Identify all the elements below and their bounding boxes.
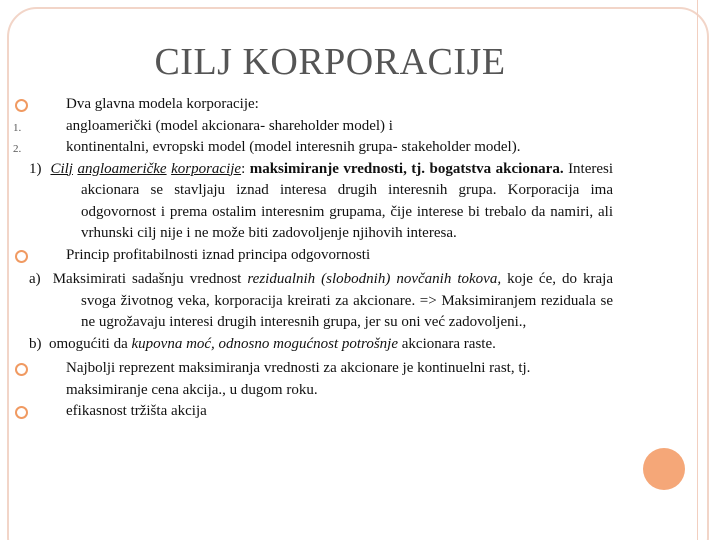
item-a: a) Maksimirati sadašnju vrednost rezidualnih (slobodnih) novčanih tokova, koje će, do kraja svoga životnog veka, korporacija kreirati za akcionare. => Maksimiranjem reziduala se ne ugrožavaju interesi drugih interesnih grupa, jer su oni već zadovoljeni., (29, 271, 614, 330)
bullet-models: Dva glavna modela korporacije: (13, 94, 613, 116)
item-b: b) omogućiti da kupovna moć, odnosno mogućnost potrošnje akcionara raste. (29, 335, 496, 352)
bullet-market-efficiency: efikasnost tržišta akcija (13, 401, 613, 423)
item-1-goal: 1) Cilj angloameričke korporacije: maksimiranje vrednosti, tj. bogatstva akcionara. Interesi akcionara se stavljaju iznad interesa drugih interesnih grupa. Korporacija ima odgovornost i prema ostalim interesnim grupama, čije interese bi trebalo da namiri, ali vrhunski cilj nije i ne može biti zadovoljenje njihovih interesa. (29, 160, 614, 241)
circle-bullet-icon (15, 99, 28, 112)
slide-title: CILJ KORPORACIJE (154, 41, 506, 83)
slide-content (13, 94, 613, 423)
bullet-best-representative: Najbolji reprezent maksimiranja vrednosti za akcionare je kontinuelni rast, tj. maksimiranje cena akcija., u dugom roku. (13, 358, 613, 401)
list-item-2: 2. kontinentalni, evropski model (model interesnih grupa- stakeholder model). (13, 139, 521, 155)
bullet-profitability: Princip profitabilnosti iznad principa odgovornosti (13, 245, 613, 267)
decorative-circle (643, 448, 685, 490)
list-item-1: 1. angloamerički (model akcionara- shareholder model) i (13, 117, 393, 134)
circle-bullet-icon (15, 363, 28, 376)
circle-bullet-icon (15, 250, 28, 263)
circle-bullet-icon (15, 406, 28, 419)
decorative-vertical-line (697, 0, 698, 540)
